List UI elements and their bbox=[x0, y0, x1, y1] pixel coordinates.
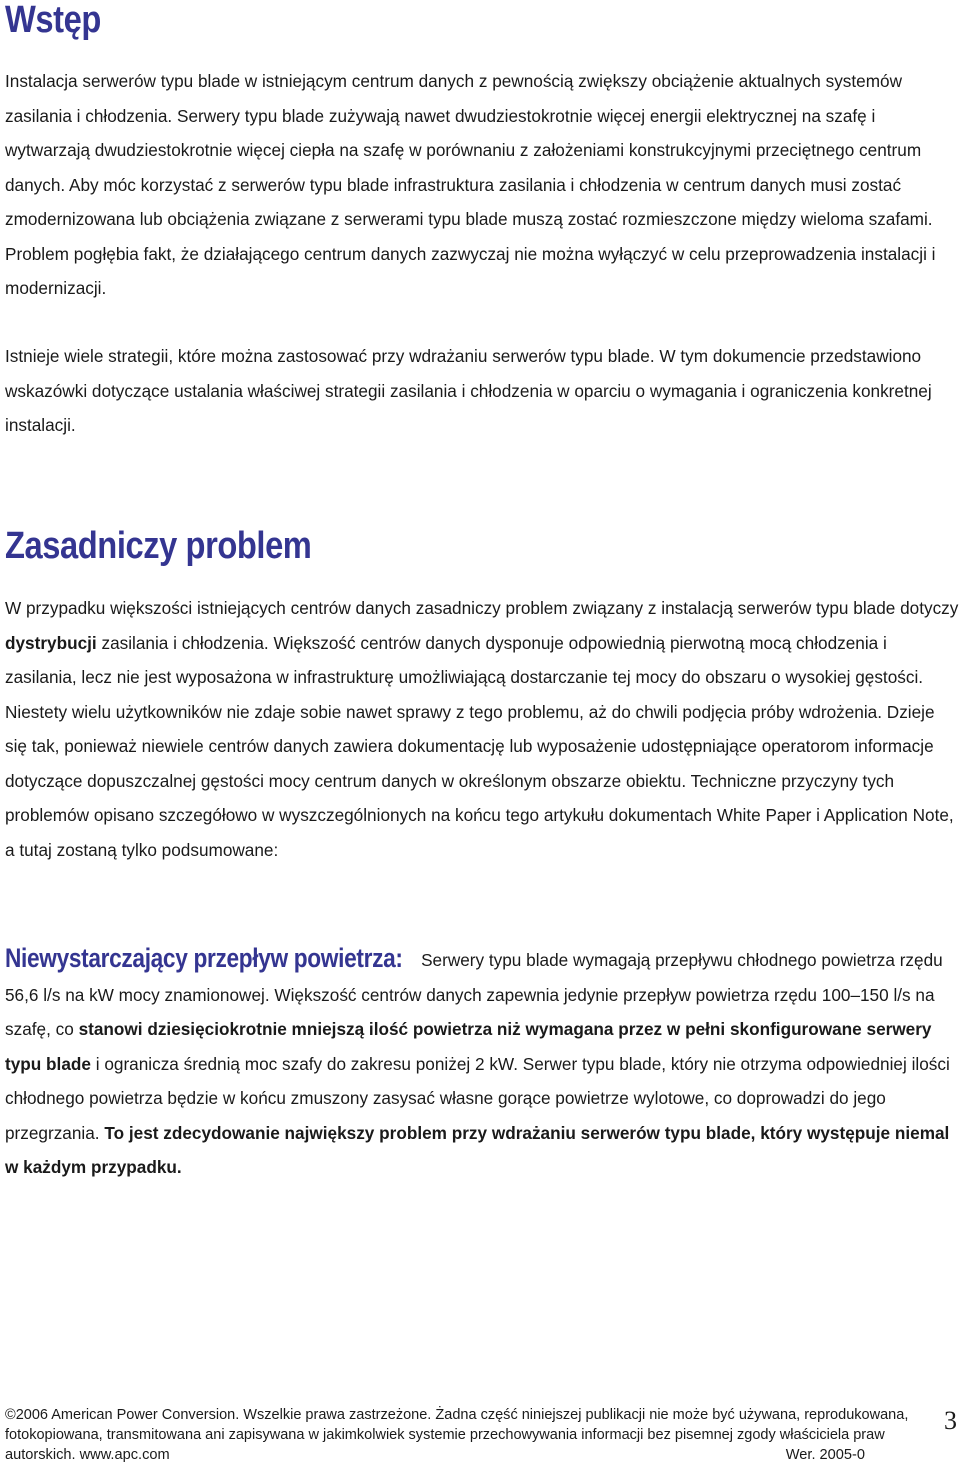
footer-rights-line: fotokopiowana, transmitowana ani zapisywana w jakimkolwiek systemie przechowywania informacji bez pisemnej zgody właściciela praw bbox=[5, 1427, 885, 1443]
footer-website: autorskich. www.apc.com bbox=[5, 1447, 170, 1463]
airflow-inline-heading: Niewystarczający przepływ powietrza: bbox=[5, 943, 403, 973]
section-heading-wstep: Wstęp bbox=[5, 0, 101, 41]
section-heading-zasadniczy-problem: Zasadniczy problem bbox=[5, 525, 312, 567]
page-number: 3 bbox=[944, 1406, 957, 1435]
core-problem-paragraph bbox=[5, 591, 960, 867]
core-problem-text-b: zasilania i chłodzenia. Większość centrów danych dysponuje odpowiednią pierwotną mocą chłodzenia i zasilania, lecz nie jest wyposażona w infrastrukturę umożliwiającą dostarczanie tej mocy do obszaru o wysokiej gęstości. Niestety wielu użytkowników nie zdaje sobie nawet sprawy z tego problemu, aż do chwili podjęcia próby wdrożenia. Dzieje się tak, ponieważ niewiele centrów danych zawiera dokumentację lub wyposażenie udostępniające operatorom informacje dotyczące dopuszczalnej gęstości mocy centrum danych w określonym obszarze obiektu. Techniczne przyczyny tych problemów opisano szczegółowo w wyszczególnionych na końcu tego artykułu dokumentach White Paper i Application Note, a tutaj zostaną tylko podsumowane: bbox=[5, 632, 954, 860]
footer-version: Wer. 2005-0 bbox=[785, 1447, 865, 1463]
airflow-text-b: i ogranicza średnią moc szafy do zakresu poniżej 2 kW. Serwer typu blade, który nie otrzyma odpowiedniej ilości chłodnego powietrza będzie w końcu zmuszony zasysać własne gorące powietrze wylotowe, co doprowadzi do jego przegrzania. bbox=[5, 1053, 950, 1143]
core-problem-bold-term: dystrybucji bbox=[5, 632, 97, 653]
footer-last-line bbox=[5, 1445, 865, 1465]
airflow-bold-2: To jest zdecydowanie największy problem przy wdrażaniu serwerów typu blade, który występuje niemal w każdym przypadku. bbox=[5, 1122, 950, 1177]
core-problem-text-a: W przypadku większości istniejących centrów danych zasadniczy problem związany z instalacją serwerów typu blade dotyczy bbox=[5, 598, 959, 618]
page-footer bbox=[5, 1405, 915, 1465]
intro-paragraph: Instalacja serwerów typu blade w istniejącym centrum danych z pewnością zwiększy obciążenie aktualnych systemów zasilania i chłodzenia. Serwery typu blade zużywają nawet dwudziestokrotnie więcej energii elektrycznej na szafę i wytwarzają dwudziestokrotnie więcej ciepła na szafę w porównaniu z założeniami konstrukcyjnymi przeciętnego centrum danych. Aby móc korzystać z serwerów typu blade infrastruktura zasilania i chłodzenia w centrum danych musi zostać zmodernizowana lub obciążenia związane z serwerami typu blade muszą zostać rozmieszczone między wieloma szafami. Problem pogłębia fakt, że działającego centrum danych zazwyczaj nie można wyłączyć w celu przeprowadzenia instalacji i modernizacji. bbox=[5, 71, 936, 298]
airflow-text-a: Serwery typu blade wymagają przepływu chłodnego powietrza rzędu 56,6 l/s na kW mocy znamionowej. Większość centrów danych zapewnia jedynie przepływ powietrza rzędu 100–150 l/s na szafę, co bbox=[5, 950, 943, 1039]
strategies-paragraph: Istnieje wiele strategii, które można zastosować przy wdrażaniu serwerów typu blade. W tym dokumencie przedstawiono wskazówki dotyczące ustalania właściwej strategii zasilania i chłodzenia w oparciu o wymagania i ograniczenia konkretnej instalacji. bbox=[5, 346, 932, 435]
airflow-paragraph bbox=[5, 941, 960, 1185]
footer-copyright-line: ©2006 American Power Conversion. Wszelkie prawa zastrzeżone. Żadna część niniejszej publikacji nie może być używana, reprodukowana, bbox=[5, 1407, 909, 1423]
airflow-bold-1: stanowi dziesięciokrotnie mniejszą ilość powietrza niż wymagana przez w pełni skonfigurowane serwery typu blade bbox=[5, 1019, 932, 1074]
